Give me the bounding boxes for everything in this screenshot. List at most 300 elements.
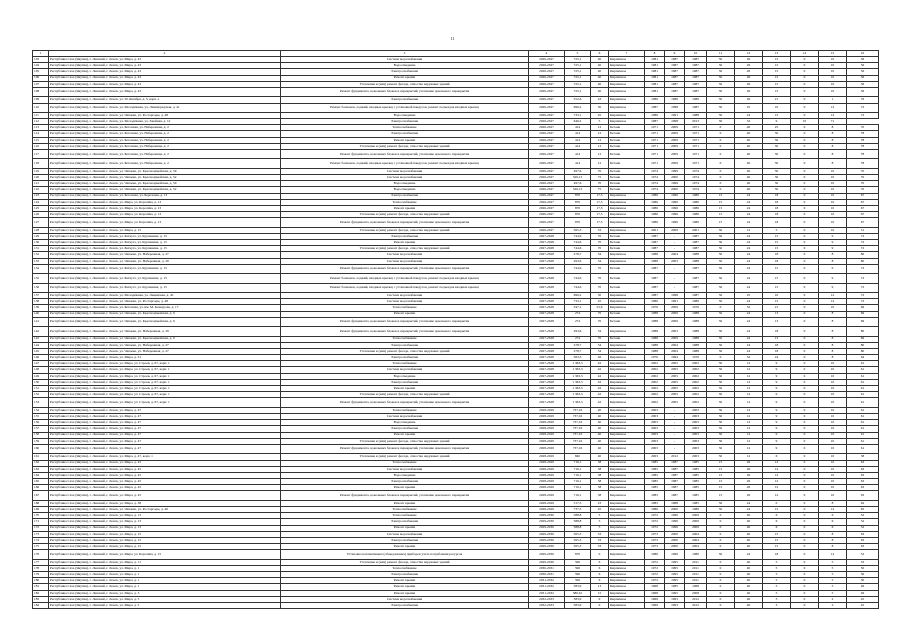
score-d-cell: 0 — [791, 392, 819, 398]
renov-year-cell: 2005 — [665, 373, 685, 379]
score-a-cell: 0 — [707, 565, 735, 571]
score-c-cell: 6 — [763, 454, 791, 460]
score-total-cell: 70 — [847, 125, 879, 131]
score-a-cell: 30 — [707, 311, 735, 317]
score-c-cell: 10 — [763, 103, 791, 112]
score-d-cell: 0 — [791, 258, 819, 264]
row-number-cell: 180 — [33, 578, 49, 584]
address-cell: Республика Саха (Якутия), г. Ленский, г. Ленск, ул. Мира, д. 13 — [49, 519, 281, 525]
wear-cell: 40 — [591, 438, 609, 444]
commission-year-cell: 2009 — [685, 513, 707, 519]
wall-material-cell: Кирпичное — [609, 252, 645, 258]
wear-cell: 40 — [591, 413, 609, 419]
row-number-cell: 127 — [33, 218, 49, 227]
area-cell: 1 363,3 — [565, 373, 591, 379]
period-cell: 2027-2028 — [529, 283, 565, 292]
score-b-cell: 40 — [735, 596, 763, 602]
renov-year-cell: 1987 — [665, 491, 685, 500]
build-year-cell: 1987 — [645, 246, 665, 252]
build-year-cell: 1988 — [645, 311, 665, 317]
work-type-cell: Утепление и (или) ремонт фасада, отмостка наружных зданий — [281, 348, 529, 354]
score-a-cell: 0 — [707, 137, 735, 143]
work-type-cell: Водоотведение — [281, 63, 529, 69]
wall-material-cell: Кирпичное — [609, 97, 645, 103]
period-cell: 2026-2027 — [529, 218, 565, 227]
header-cell: 6 — [591, 51, 609, 57]
row-number-cell: 109 — [33, 97, 49, 103]
row-number-cell: 132 — [33, 252, 49, 258]
address-cell: Республика Саха (Якутия), г. Ленский, г. Ленск, ул. Мира, д. 43 — [49, 75, 281, 81]
area-cell: 1 363,3 — [565, 386, 591, 392]
wear-cell: 43 — [591, 97, 609, 103]
commission-year-cell: 1986 — [685, 550, 707, 559]
commission-year-cell: 2002 — [685, 361, 707, 367]
work-type-cell: Водоотведение — [281, 187, 529, 193]
build-year-cell: 1985 — [645, 479, 665, 485]
renov-year-cell: 2009 — [665, 317, 685, 326]
renov-year-cell: 1998 — [665, 293, 685, 299]
score-e-cell: 9 — [819, 264, 847, 273]
score-b-cell: 26 — [735, 485, 763, 491]
score-c-cell: 5 — [763, 578, 791, 584]
wall-material-cell: Кирпичное — [609, 379, 645, 385]
score-d-cell: 0 — [791, 500, 819, 506]
wall-material-cell: Кирпичное — [609, 112, 645, 118]
address-cell: Республика Саха (Якутия), г. Ленский, г. Ленск, ул. Чапаева, ул. Ростаргоды, д. 48 — [49, 112, 281, 118]
commission-year-cell: 1987 — [685, 69, 707, 75]
wear-cell: 75 — [591, 175, 609, 181]
commission-year-cell: 2003 — [685, 454, 707, 460]
score-b-cell: 24 — [735, 218, 763, 227]
score-e-cell: 5 — [819, 572, 847, 578]
period-cell: 2026-2027 — [529, 150, 565, 159]
wear-cell: 33 — [591, 227, 609, 233]
score-d-cell: 0 — [791, 379, 819, 385]
score-c-cell: 15 — [763, 507, 791, 513]
commission-year-cell: 1985 — [685, 479, 707, 485]
wall-material-cell: Бетонн — [609, 246, 645, 252]
build-year-cell: 1971 — [645, 159, 665, 168]
period-cell: 2028-2029 — [529, 472, 565, 478]
score-d-cell: 0 — [791, 240, 819, 246]
work-type-cell: Ремонт крыши — [281, 485, 529, 491]
score-total-cell: 63 — [847, 485, 879, 491]
renov-year-cell: - — [665, 246, 685, 252]
row-number-cell: 162 — [33, 460, 49, 466]
wear-cell: 38 — [591, 479, 609, 485]
row-number-cell: 124 — [33, 199, 49, 205]
wear-cell: 55,6 — [591, 305, 609, 311]
score-d-cell: 0 — [791, 293, 819, 299]
commission-year-cell: 1985 — [685, 491, 707, 500]
address-cell: Республика Саха (Якутия), г. Ленский, г. Ленск, ул. Мира, д. 45 — [49, 466, 281, 472]
score-c-cell: 12 — [763, 479, 791, 485]
score-e-cell: 10 — [819, 413, 847, 419]
score-e-cell: 2 — [819, 596, 847, 602]
work-type-cell: Система водоснабжения — [281, 175, 529, 181]
work-type-cell: Электроснабжение — [281, 97, 529, 103]
score-d-cell: 0 — [791, 398, 819, 407]
score-total-cell: 70 — [847, 187, 879, 193]
commission-year-cell: 2011 — [685, 559, 707, 565]
wall-material-cell: Кирпичное — [609, 57, 645, 63]
wall-material-cell: Кирпичное — [609, 454, 645, 460]
address-cell: Республика Саха (Якутия), г. Ленский, г. Ленск, ул. Мира, д. 43 — [49, 57, 281, 63]
score-d-cell: 0 — [791, 311, 819, 317]
address-cell: Республика Саха (Якутия), г. Ленский, г. Ленск, ул. Бетонная, ул. Березовая, д. 13 — [49, 193, 281, 199]
wear-cell: 38 — [591, 485, 609, 491]
build-year-cell: 1969 — [645, 596, 665, 602]
row-number-cell: 154 — [33, 407, 49, 413]
commission-year-cell: 1987 — [685, 63, 707, 69]
address-cell: Республика Саха (Якутия), г. Ленский, г. Ленск, ул. Чапаева, ул. Красноармейская, д. 59 — [49, 181, 281, 187]
wear-cell: 17,5 — [591, 205, 609, 211]
score-a-cell: 30 — [707, 233, 735, 239]
renov-year-cell: 1996 — [665, 193, 685, 199]
score-a-cell: 30 — [707, 500, 735, 506]
wall-material-cell: Кирпичное — [609, 466, 645, 472]
table-row — [33, 103, 879, 112]
period-cell: 2030-2031 — [529, 565, 565, 571]
score-e-cell: 9 — [819, 233, 847, 239]
work-type-cell: Ремонт фундамента, цокольных блоков и перекрытий, утепление цокольного перекрытия — [281, 264, 529, 273]
score-e-cell: 10 — [819, 485, 847, 491]
score-e-cell: 8 — [819, 311, 847, 317]
score-e-cell: 10 — [819, 305, 847, 311]
wall-material-cell: Бетонн — [609, 274, 645, 283]
score-e-cell: 10 — [819, 373, 847, 379]
period-cell: 2026-2027 — [529, 69, 565, 75]
work-type-cell: Ремонт крыши — [281, 432, 529, 438]
build-year-cell: 1987 — [645, 274, 665, 283]
commission-year-cell: 1986 — [685, 218, 707, 227]
area-cell: 1 363,3 — [565, 398, 591, 407]
renov-year-cell: 1987 — [665, 479, 685, 485]
commission-year-cell: 2002 — [685, 398, 707, 407]
commission-year-cell: 1988 — [685, 342, 707, 348]
build-year-cell: 1971 — [645, 150, 665, 159]
score-b-cell: 24 — [735, 550, 763, 559]
renov-year-cell: - — [665, 413, 685, 419]
score-d-cell: 0 — [791, 283, 819, 292]
commission-year-cell: 2013 — [685, 119, 707, 125]
address-cell: Республика Саха (Якутия), г. Ленский, г. Ленск, ул. Мира, д. 11 — [49, 559, 281, 565]
score-a-cell: 15 — [707, 479, 735, 485]
commission-year-cell: 1986 — [685, 97, 707, 103]
score-b-cell: 12 — [735, 420, 763, 426]
score-b-cell: 24 — [735, 348, 763, 354]
row-number-cell: 112 — [33, 119, 49, 125]
work-type-cell: Теплоснабжение — [281, 199, 529, 205]
wall-material-cell: Бетонн — [609, 283, 645, 292]
commission-year-cell: 2011 — [685, 578, 707, 584]
score-b-cell: 24 — [735, 246, 763, 252]
commission-year-cell: 2003 — [685, 407, 707, 413]
renov-year-cell: - — [665, 274, 685, 283]
work-type-cell: Установка коллективных (общедомовых) приборов учета потребления ресурсов — [281, 550, 529, 559]
row-number-cell: 110 — [33, 103, 49, 112]
build-year-cell: 2001 — [645, 227, 665, 233]
score-d-cell: 0 — [791, 233, 819, 239]
work-type-cell: Электроснабжение — [281, 426, 529, 432]
score-e-cell: 1 — [819, 97, 847, 103]
score-c-cell: 30 — [763, 187, 791, 193]
work-type-cell: Ремонт балконов, лоджий, входных крылец с установкой пандусов, ремонт подъездов входных крылец — [281, 283, 529, 292]
header-cell: 14 — [791, 51, 819, 57]
score-b-cell: 24 — [735, 311, 763, 317]
wear-cell: 12 — [591, 159, 609, 168]
wall-material-cell: Кирпичное — [609, 572, 645, 578]
renov-year-cell: 1996 — [665, 199, 685, 205]
address-cell: Республика Саха (Якутия), г. Ленский, г. Ленск, ул. Мира, д. 38 — [49, 500, 281, 506]
wall-material-cell: Кирпичное — [609, 485, 645, 491]
score-b-cell: 24 — [735, 199, 763, 205]
work-type-cell: Электроснабжение — [281, 355, 529, 361]
score-c-cell: 15 — [763, 75, 791, 81]
renov-year-cell: 2009 — [665, 159, 685, 168]
work-type-cell: Система водоснабжения — [281, 413, 529, 419]
score-d-cell: 0 — [791, 63, 819, 69]
score-total-cell: 50 — [847, 578, 879, 584]
period-cell: 2028-2029 — [529, 426, 565, 432]
renov-year-cell: 2009 — [665, 131, 685, 137]
renov-year-cell: 1996 — [665, 525, 685, 531]
wall-material-cell: Кирпичное — [609, 472, 645, 478]
score-b-cell: 26 — [735, 57, 763, 63]
score-c-cell: 9 — [763, 119, 791, 125]
period-cell: 2027-2028 — [529, 327, 565, 336]
score-e-cell: 9 — [819, 240, 847, 246]
row-number-cell: 181 — [33, 584, 49, 590]
score-total-cell: 63 — [847, 544, 879, 550]
work-type-cell: Электроснабжение — [281, 131, 529, 137]
row-number-cell: 108 — [33, 87, 49, 96]
score-a-cell: 0 — [707, 159, 735, 168]
build-year-cell: 1976 — [645, 305, 665, 311]
work-type-cell: Водоотведение — [281, 181, 529, 187]
row-number-cell: 138 — [33, 299, 49, 305]
score-b-cell: 40 — [735, 537, 763, 543]
score-d-cell: 0 — [791, 274, 819, 283]
wear-cell: 40 — [591, 444, 609, 453]
build-year-cell: 1981 — [645, 57, 665, 63]
wall-material-cell: Кирпичное — [609, 531, 645, 537]
score-c-cell: 30 — [763, 150, 791, 159]
commission-year-cell: 2011 — [685, 572, 707, 578]
work-type-cell: Система водоснабжения — [281, 57, 529, 63]
address-cell: Республика Саха (Якутия), г. Ленский, г. Ленск, ул. Мира, ул. Строев, д. 67, корп. 1 — [49, 367, 281, 373]
period-cell: 2027-2028 — [529, 299, 565, 305]
wear-cell: 70 — [591, 283, 609, 292]
score-d-cell: 0 — [791, 246, 819, 252]
score-a-cell: 30 — [707, 386, 735, 392]
commission-year-cell: 1986 — [685, 193, 707, 199]
score-d-cell: 0 — [791, 150, 819, 159]
score-c-cell: 9 — [763, 392, 791, 398]
score-c-cell: 15 — [763, 246, 791, 252]
work-type-cell: Система водоснабжения — [281, 367, 529, 373]
score-e-cell: 5 — [819, 559, 847, 565]
work-type-cell: Ремонт крыши — [281, 386, 529, 392]
area-cell: 737,16 — [565, 444, 591, 453]
repair-program-table — [32, 50, 879, 609]
score-total-cell: 70 — [847, 181, 879, 187]
area-cell: 580,61 — [565, 590, 591, 596]
wear-cell: 12 — [591, 150, 609, 159]
period-cell: 2027-2028 — [529, 252, 565, 258]
row-number-cell: 177 — [33, 559, 49, 565]
table-row — [33, 444, 879, 453]
renov-year-cell: 2009 — [665, 305, 685, 311]
work-type-cell: Система водоснабжения — [281, 531, 529, 537]
score-a-cell: 30 — [707, 413, 735, 419]
score-c-cell: 15 — [763, 283, 791, 292]
table-row — [33, 327, 879, 336]
score-d-cell: 0 — [791, 168, 819, 174]
work-type-cell: Ремонт фундамента, цокольных блоков и перекрытий, утепление цокольного перекрытия — [281, 150, 529, 159]
renov-year-cell: 1995 — [665, 590, 685, 596]
score-a-cell: 30 — [707, 63, 735, 69]
renov-year-cell: 2000 — [665, 175, 685, 181]
score-d-cell: 0 — [791, 159, 819, 168]
score-b-cell: 12 — [735, 432, 763, 438]
score-e-cell: 8 — [819, 336, 847, 342]
period-cell: 2027-2028 — [529, 355, 565, 361]
score-total-cell: 72 — [847, 112, 879, 118]
work-type-cell: Ремонт балконов, лоджий, входных крылец с установкой пандусов, ремонт подъездов входных крылец — [281, 159, 529, 168]
row-number-cell: 166 — [33, 485, 49, 491]
row-number-cell: 161 — [33, 454, 49, 460]
period-cell: 2027-2028 — [529, 398, 565, 407]
wall-material-cell: Бетонн — [609, 187, 645, 193]
score-d-cell: 0 — [791, 491, 819, 500]
score-d-cell: 0 — [791, 472, 819, 478]
wear-cell: 33 — [591, 537, 609, 543]
build-year-cell: 2003 — [645, 420, 665, 426]
renov-year-cell: 2000 — [665, 544, 685, 550]
work-type-cell: Ремонт крыши — [281, 590, 529, 596]
row-number-cell: 105 — [33, 69, 49, 75]
address-cell: Республика Саха (Якутия), г. Ленский, г. Ленск, ул. Мира, ул. Королёва, д. 13 — [49, 212, 281, 218]
renov-year-cell: 1993 — [665, 596, 685, 602]
renov-year-cell: - — [665, 432, 685, 438]
renov-year-cell: 2009 — [665, 137, 685, 143]
work-type-cell: Электроснабжение — [281, 479, 529, 485]
area-cell: 1 363,3 — [565, 379, 591, 385]
wear-cell: 40 — [591, 87, 609, 96]
work-type-cell: Ремонт крыши — [281, 544, 529, 550]
score-b-cell: 40 — [735, 168, 763, 174]
renov-year-cell: 2005 — [665, 361, 685, 367]
build-year-cell: 2003 — [645, 407, 665, 413]
wall-material-cell: Кирпичное — [609, 525, 645, 531]
renov-year-cell: 1987 — [665, 87, 685, 96]
row-number-cell: 168 — [33, 500, 49, 506]
area-cell: 733,1 — [565, 112, 591, 118]
wear-cell: 17,5 — [591, 193, 609, 199]
score-a-cell: 0 — [707, 578, 735, 584]
score-total-cell: 72 — [847, 283, 879, 292]
row-number-cell: 142 — [33, 327, 49, 336]
score-e-cell: 10 — [819, 218, 847, 227]
wall-material-cell: Кирпичное — [609, 193, 645, 199]
wear-cell: 33 — [591, 531, 609, 537]
table-row — [33, 398, 879, 407]
build-year-cell: 1971 — [645, 143, 665, 149]
score-total-cell: 80 — [847, 327, 879, 336]
work-type-cell: Водоотведение — [281, 420, 529, 426]
wear-cell: 42 — [591, 386, 609, 392]
wall-material-cell: Бетонн — [609, 317, 645, 326]
address-cell: Республика Саха (Якутия), г. Ленский, г. Ленск, ул. Мира, д. 43 — [49, 87, 281, 96]
address-cell: Республика Саха (Якутия), г. Ленский, г. Ленск, ул. Чапаева, ул. Красноармейская, д. 9 — [49, 311, 281, 317]
score-b-cell: 26 — [735, 472, 763, 478]
score-d-cell: 0 — [791, 57, 819, 63]
renov-year-cell: 2000 — [665, 537, 685, 543]
wall-material-cell: Кирпичное — [609, 327, 645, 336]
score-d-cell: 0 — [791, 342, 819, 348]
wear-cell: 12 — [591, 137, 609, 143]
wear-cell: 38 — [591, 491, 609, 500]
wall-material-cell: Кирпичное — [609, 407, 645, 413]
score-d-cell: 0 — [791, 513, 819, 519]
build-year-cell: 1987 — [645, 240, 665, 246]
build-year-cell: 1987 — [645, 283, 665, 292]
renov-year-cell: 1987 — [665, 485, 685, 491]
score-e-cell: 10 — [819, 398, 847, 407]
score-b-cell: 24 — [735, 336, 763, 342]
commission-year-cell: 1987 — [685, 246, 707, 252]
area-cell: 1 363,3 — [565, 361, 591, 367]
commission-year-cell: 1988 — [685, 327, 707, 336]
score-total-cell: 80 — [847, 342, 879, 348]
score-a-cell: 0 — [707, 572, 735, 578]
score-b-cell: 25 — [735, 293, 763, 299]
work-type-cell: Система водоснабжения — [281, 168, 529, 174]
wall-material-cell: Кирпичное — [609, 413, 645, 419]
build-year-cell: 1986 — [645, 199, 665, 205]
period-cell: 2029-2030 — [529, 559, 565, 565]
score-total-cell: 72 — [847, 240, 879, 246]
score-e-cell: 10 — [819, 426, 847, 432]
score-b-cell: 12 — [735, 413, 763, 419]
score-d-cell: 0 — [791, 327, 819, 336]
score-b-cell: 24 — [735, 252, 763, 258]
score-e-cell: 8 — [819, 252, 847, 258]
score-e-cell: 10 — [819, 175, 847, 181]
score-a-cell: 0 — [707, 544, 735, 550]
period-cell: 2027-2028 — [529, 274, 565, 283]
build-year-cell: 1972 — [645, 519, 665, 525]
area-cell: 737,16 — [565, 432, 591, 438]
score-total-cell: 72 — [847, 246, 879, 252]
wall-material-cell: Кирпичное — [609, 444, 645, 453]
renov-year-cell: 1996 — [665, 218, 685, 227]
score-c-cell: 9 — [763, 373, 791, 379]
score-b-cell: 24 — [735, 500, 763, 506]
row-number-cell: 137 — [33, 293, 49, 299]
header-cell: 7 — [609, 51, 645, 57]
wear-cell: 34 — [591, 252, 609, 258]
row-number-cell: 159 — [33, 438, 49, 444]
score-c-cell: 9 — [763, 361, 791, 367]
score-c-cell: 18 — [763, 348, 791, 354]
work-type-cell: Утепление и (или) ремонт фасада, отмостка наружных зданий — [281, 246, 529, 252]
wall-material-cell: Бетонн — [609, 264, 645, 273]
wall-material-cell: Кирпичное — [609, 199, 645, 205]
address-cell: Республика Саха (Якутия), г. Ленский, г. Ленск, ул. Мира, д. 47 — [49, 413, 281, 419]
commission-year-cell: 1988 — [685, 348, 707, 354]
